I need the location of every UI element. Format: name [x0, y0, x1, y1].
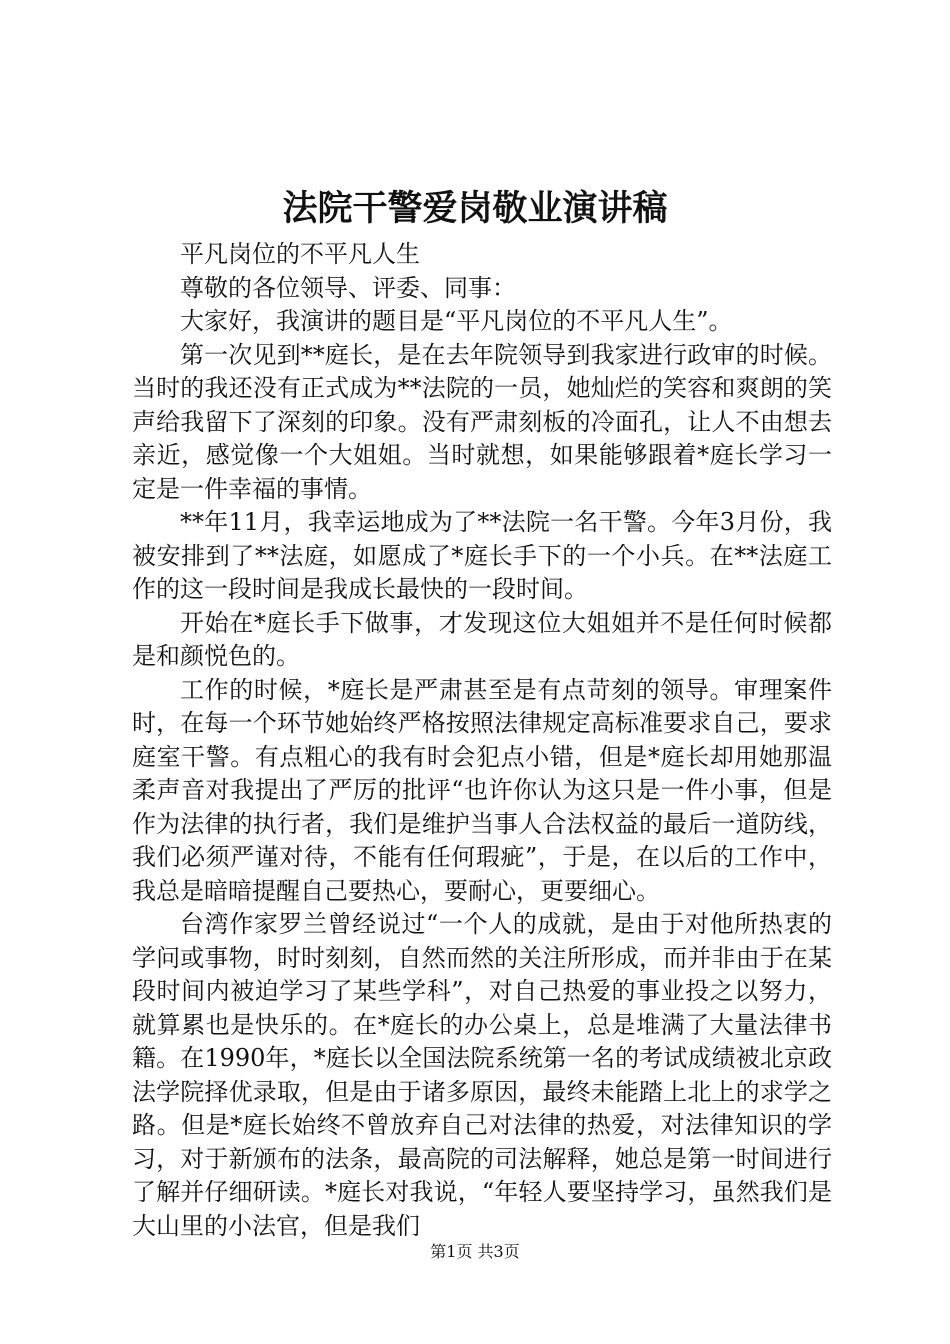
paragraph-working-start: 开始在*庭长手下做事，才发现这位大姐姐并不是任何时候都是和颜悦色的。	[132, 608, 832, 670]
page-footer: 第1页 共3页	[430, 1242, 520, 1261]
paragraph-salutation: 尊敬的各位领导、评委、同事：	[180, 273, 516, 302]
paragraph-joining-court: **年11月，我幸运地成为了**法院一名干警。今年3月份，我被安排到了**法庭，如愿成了*庭长手下的一个小兵。在**法庭工作的这一段时间是我成长最快的一段时间。	[132, 508, 832, 603]
paragraph-learning: 台湾作家罗兰曾经说过“一个人的成就，是由于对他所热衷的学问或事物，时时刻刻，自然而然的关注所形成，而并非由于在某段时间内被迫学习了某些学科”，对自己热爱的事业投之以努力，就算累也是快乐的。在*庭长的办公桌上，总是堆满了大量法律书籍。在1990年，*庭长以全国法院系统第一名的考试成绩被北京政法学院择优录取，但是由于诸多原因，最终未能踏上北上的求学之路。但是*庭长始终不曾放弃自己对法律的热爱，对法律知识的学习，对于新颁布的法条，最高院的司法解释，她总是第一时间进行了解并仔细研读。*庭长对我说，“年轻人要坚持学习，虽然我们是大山里的小法官，但是我们	[132, 910, 832, 1240]
paragraph-subtitle: 平凡岗位的不平凡人生	[180, 240, 420, 268]
document-body	[132, 238, 832, 1243]
paragraph-strict-leader: 工作的时候，*庭长是严肃甚至是有点苛刻的领导。审理案件时，在每一个环节她始终严格按照法律规定高标准要求自己，要求庭室干警。有点粗心的我有时会犯点小错，但是*庭长却用她那温柔声音对我提出了严厉的批评“也许你认为这只是一件小事，但是作为法律的执行者，我们是维护当事人合法权益的最后一道防线，我们必须严谨对待，不能有任何瑕疵”，于是，在以后的工作中，我总是暗暗提醒自己要热心，要耐心，更要细心。	[132, 675, 832, 905]
paragraph-first-meeting: 第一次见到**庭长，是在去年院领导到我家进行政审的时候。当时的我还没有正式成为**法院的一员，她灿烂的笑容和爽朗的笑声给我留下了深刻的印象。没有严肃刻板的冷面孔，让人不由想去亲近，感觉像一个大姐姐。当时就想，如果能够跟着*庭长学习一定是一件幸福的事情。	[132, 340, 832, 503]
document-title: 法院干警爱岗敬业演讲稿	[282, 188, 668, 229]
paragraph-greeting: 大家好，我演讲的题目是“平凡岗位的不平凡人生”。	[180, 307, 733, 335]
